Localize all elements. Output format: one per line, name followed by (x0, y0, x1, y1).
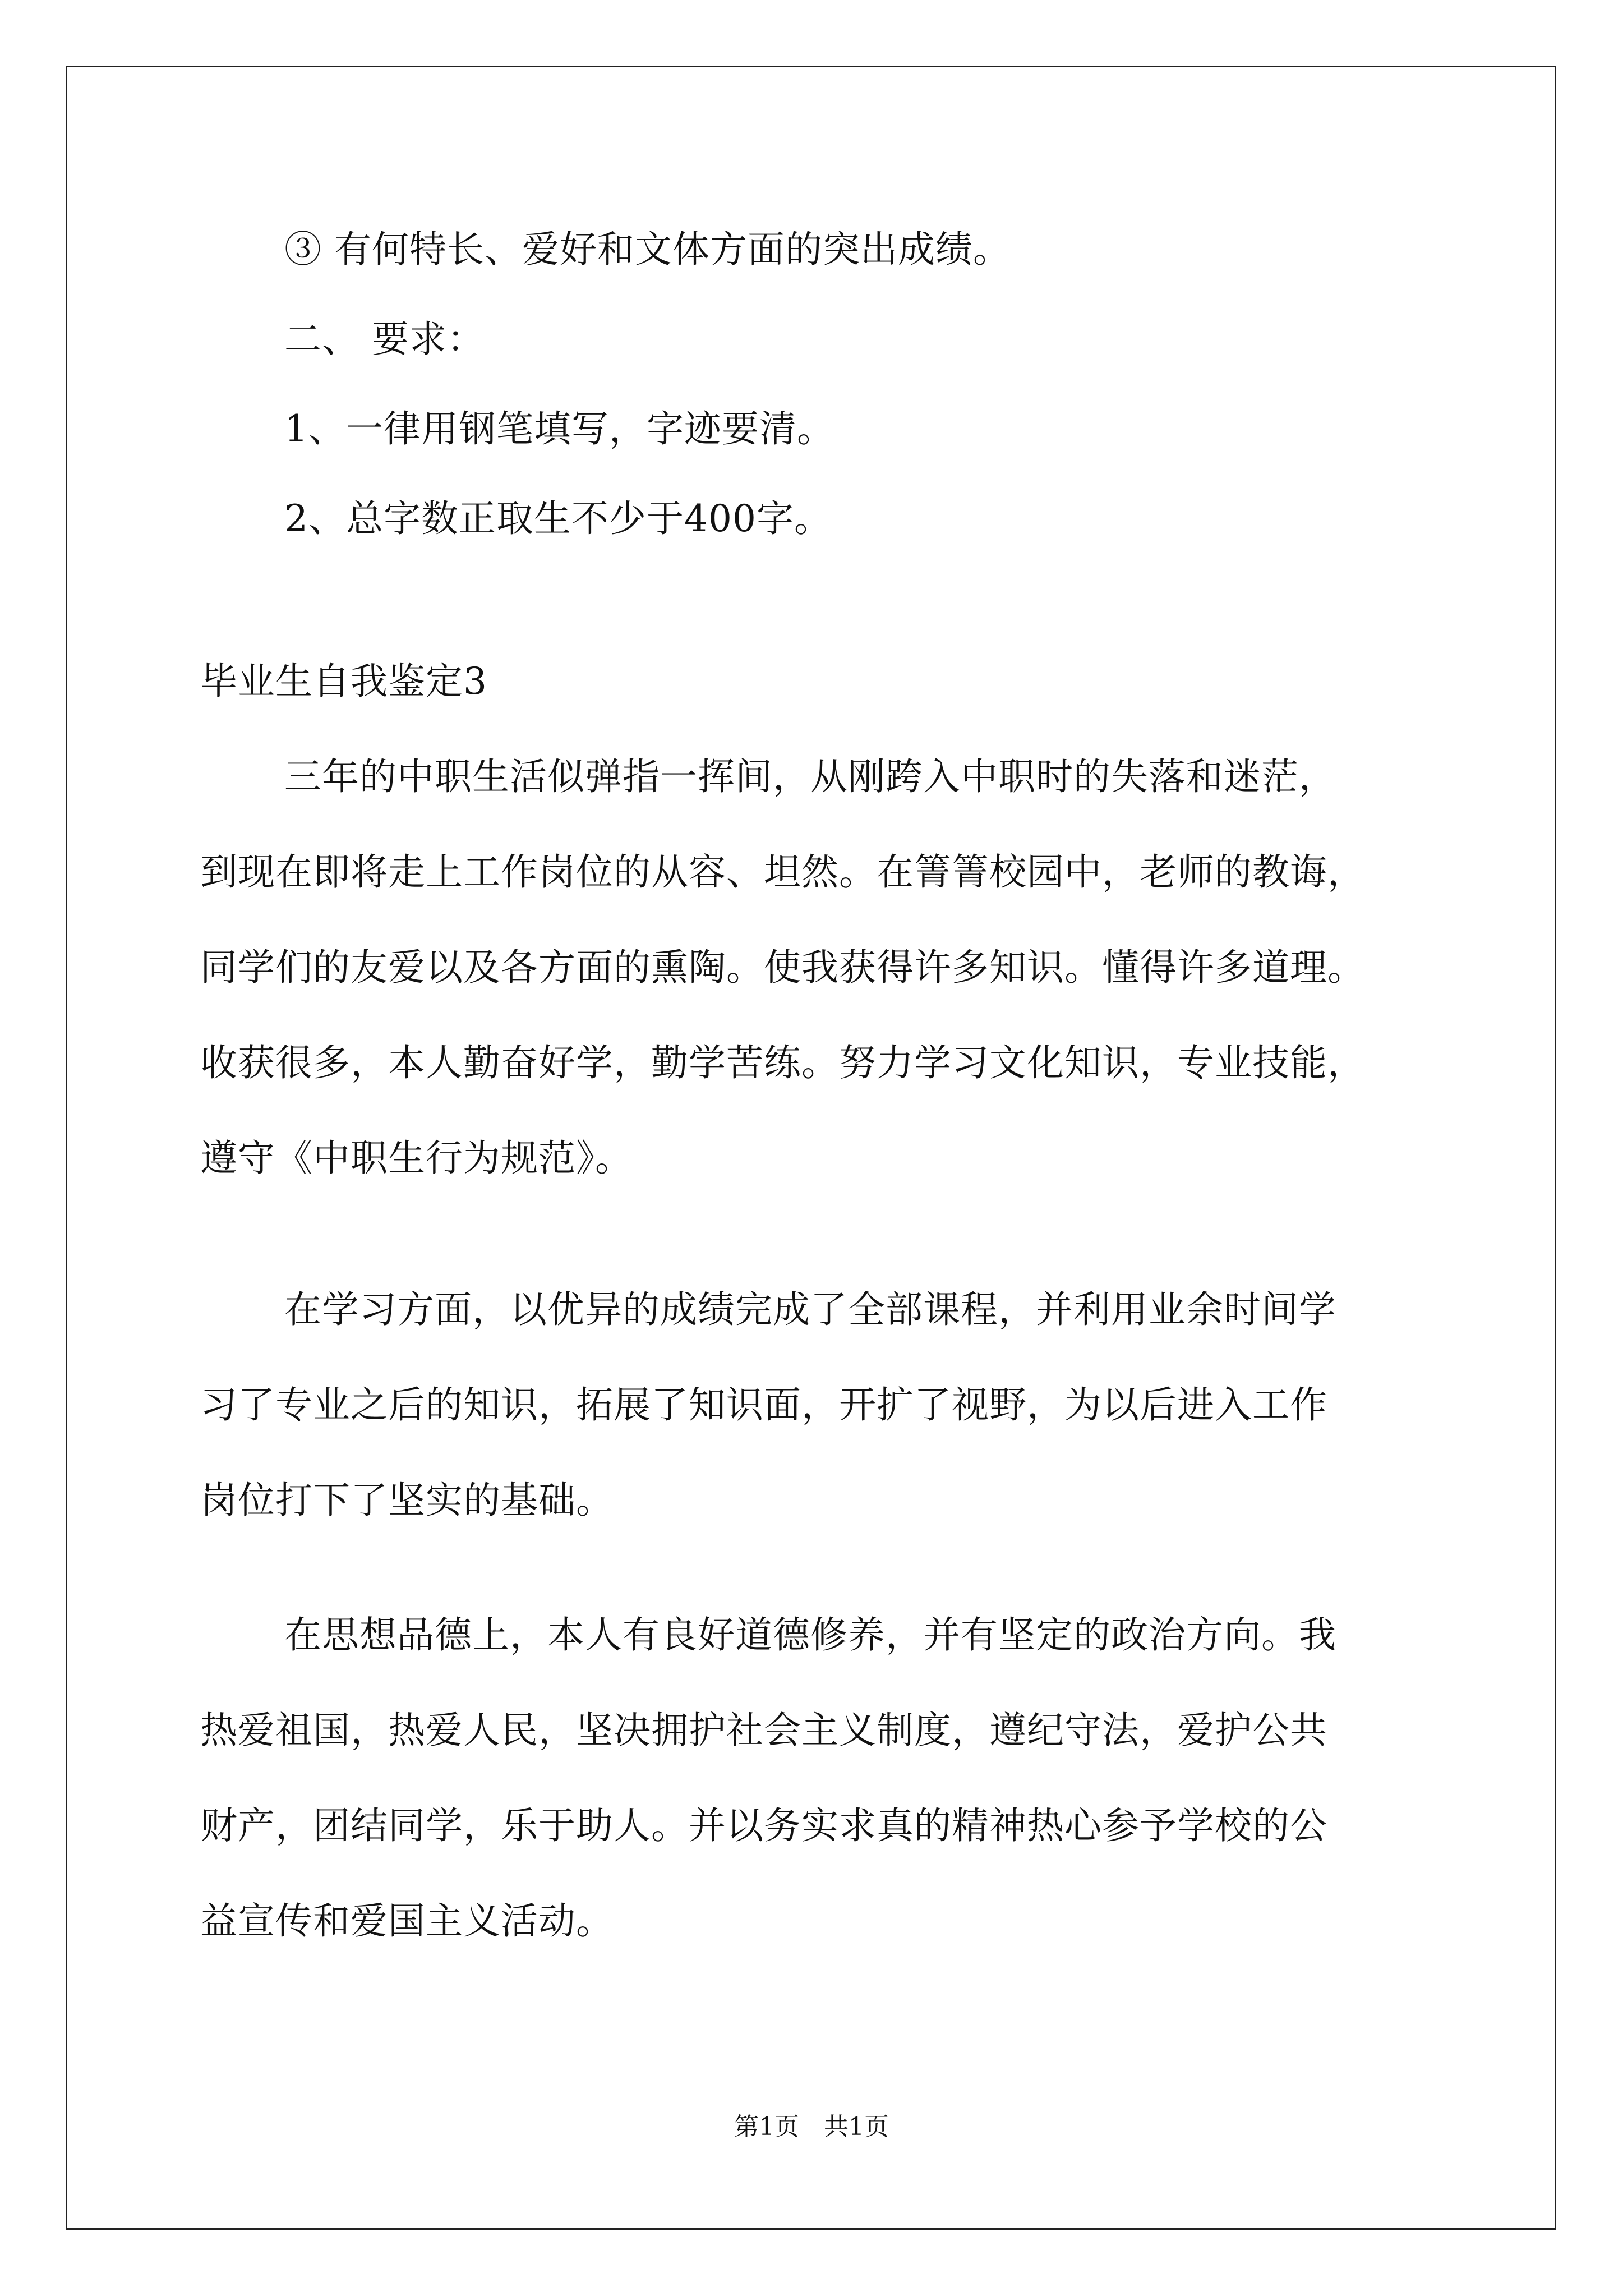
paragraph-1-line-5: 遵守《中职生行为规范》。 (200, 1137, 633, 1180)
page-footer: 第1页 共1页 (734, 2113, 889, 2141)
paragraph-3-line-4: 益宣传和爱国主义活动。 (200, 1899, 614, 1943)
paragraph-1-line-2: 到现在即将走上工作岗位的从容、坦然。在箐箐校园中，老师的教诲， (200, 850, 1365, 894)
paragraph-3-line-3: 财产，团结同学，乐于助人。并以务实求真的精神热心参予学校的公 (200, 1804, 1327, 1847)
paragraph-3-line-1: 在思想品德上，本人有良好道德修养，并有坚定的政治方向。我 (284, 1613, 1336, 1657)
paragraph-1-line-4: 收获很多，本人勤奋好学，勤学苦练。努力学习文化知识，专业技能， (200, 1041, 1365, 1084)
list-item-strengths: ③ 有何特长、爱好和文体方面的突出成绩。 (284, 228, 1011, 271)
paragraph-2-line-2: 习了专业之后的知识，拓展了知识面，开扩了视野，为以后进入工作 (200, 1383, 1327, 1427)
requirement-item-1: 1、一律用钢笔填写，字迹要清。 (284, 407, 834, 450)
paragraph-2-line-1: 在学习方面，以优异的成绩完成了全部课程，并利用业余时间学 (284, 1288, 1336, 1331)
requirement-item-2: 2、总字数正取生不少于400字。 (284, 497, 832, 540)
section-title: 毕业生自我鉴定3 (200, 660, 487, 703)
paragraph-1-line-1: 三年的中职生活似弹指一挥间，从刚跨入中职时的失落和迷茫， (284, 755, 1336, 798)
section-heading-requirements: 二、 要求： (284, 318, 485, 361)
paragraph-3-line-2: 热爱祖国，热爱人民，坚决拥护社会主义制度，遵纪守法，爱护公共 (200, 1709, 1327, 1752)
paragraph-2-line-3: 岗位打下了坚实的基础。 (200, 1479, 614, 1522)
paragraph-1-line-3: 同学们的友爱以及各方面的熏陶。使我获得许多知识。懂得许多道理。 (200, 946, 1365, 989)
